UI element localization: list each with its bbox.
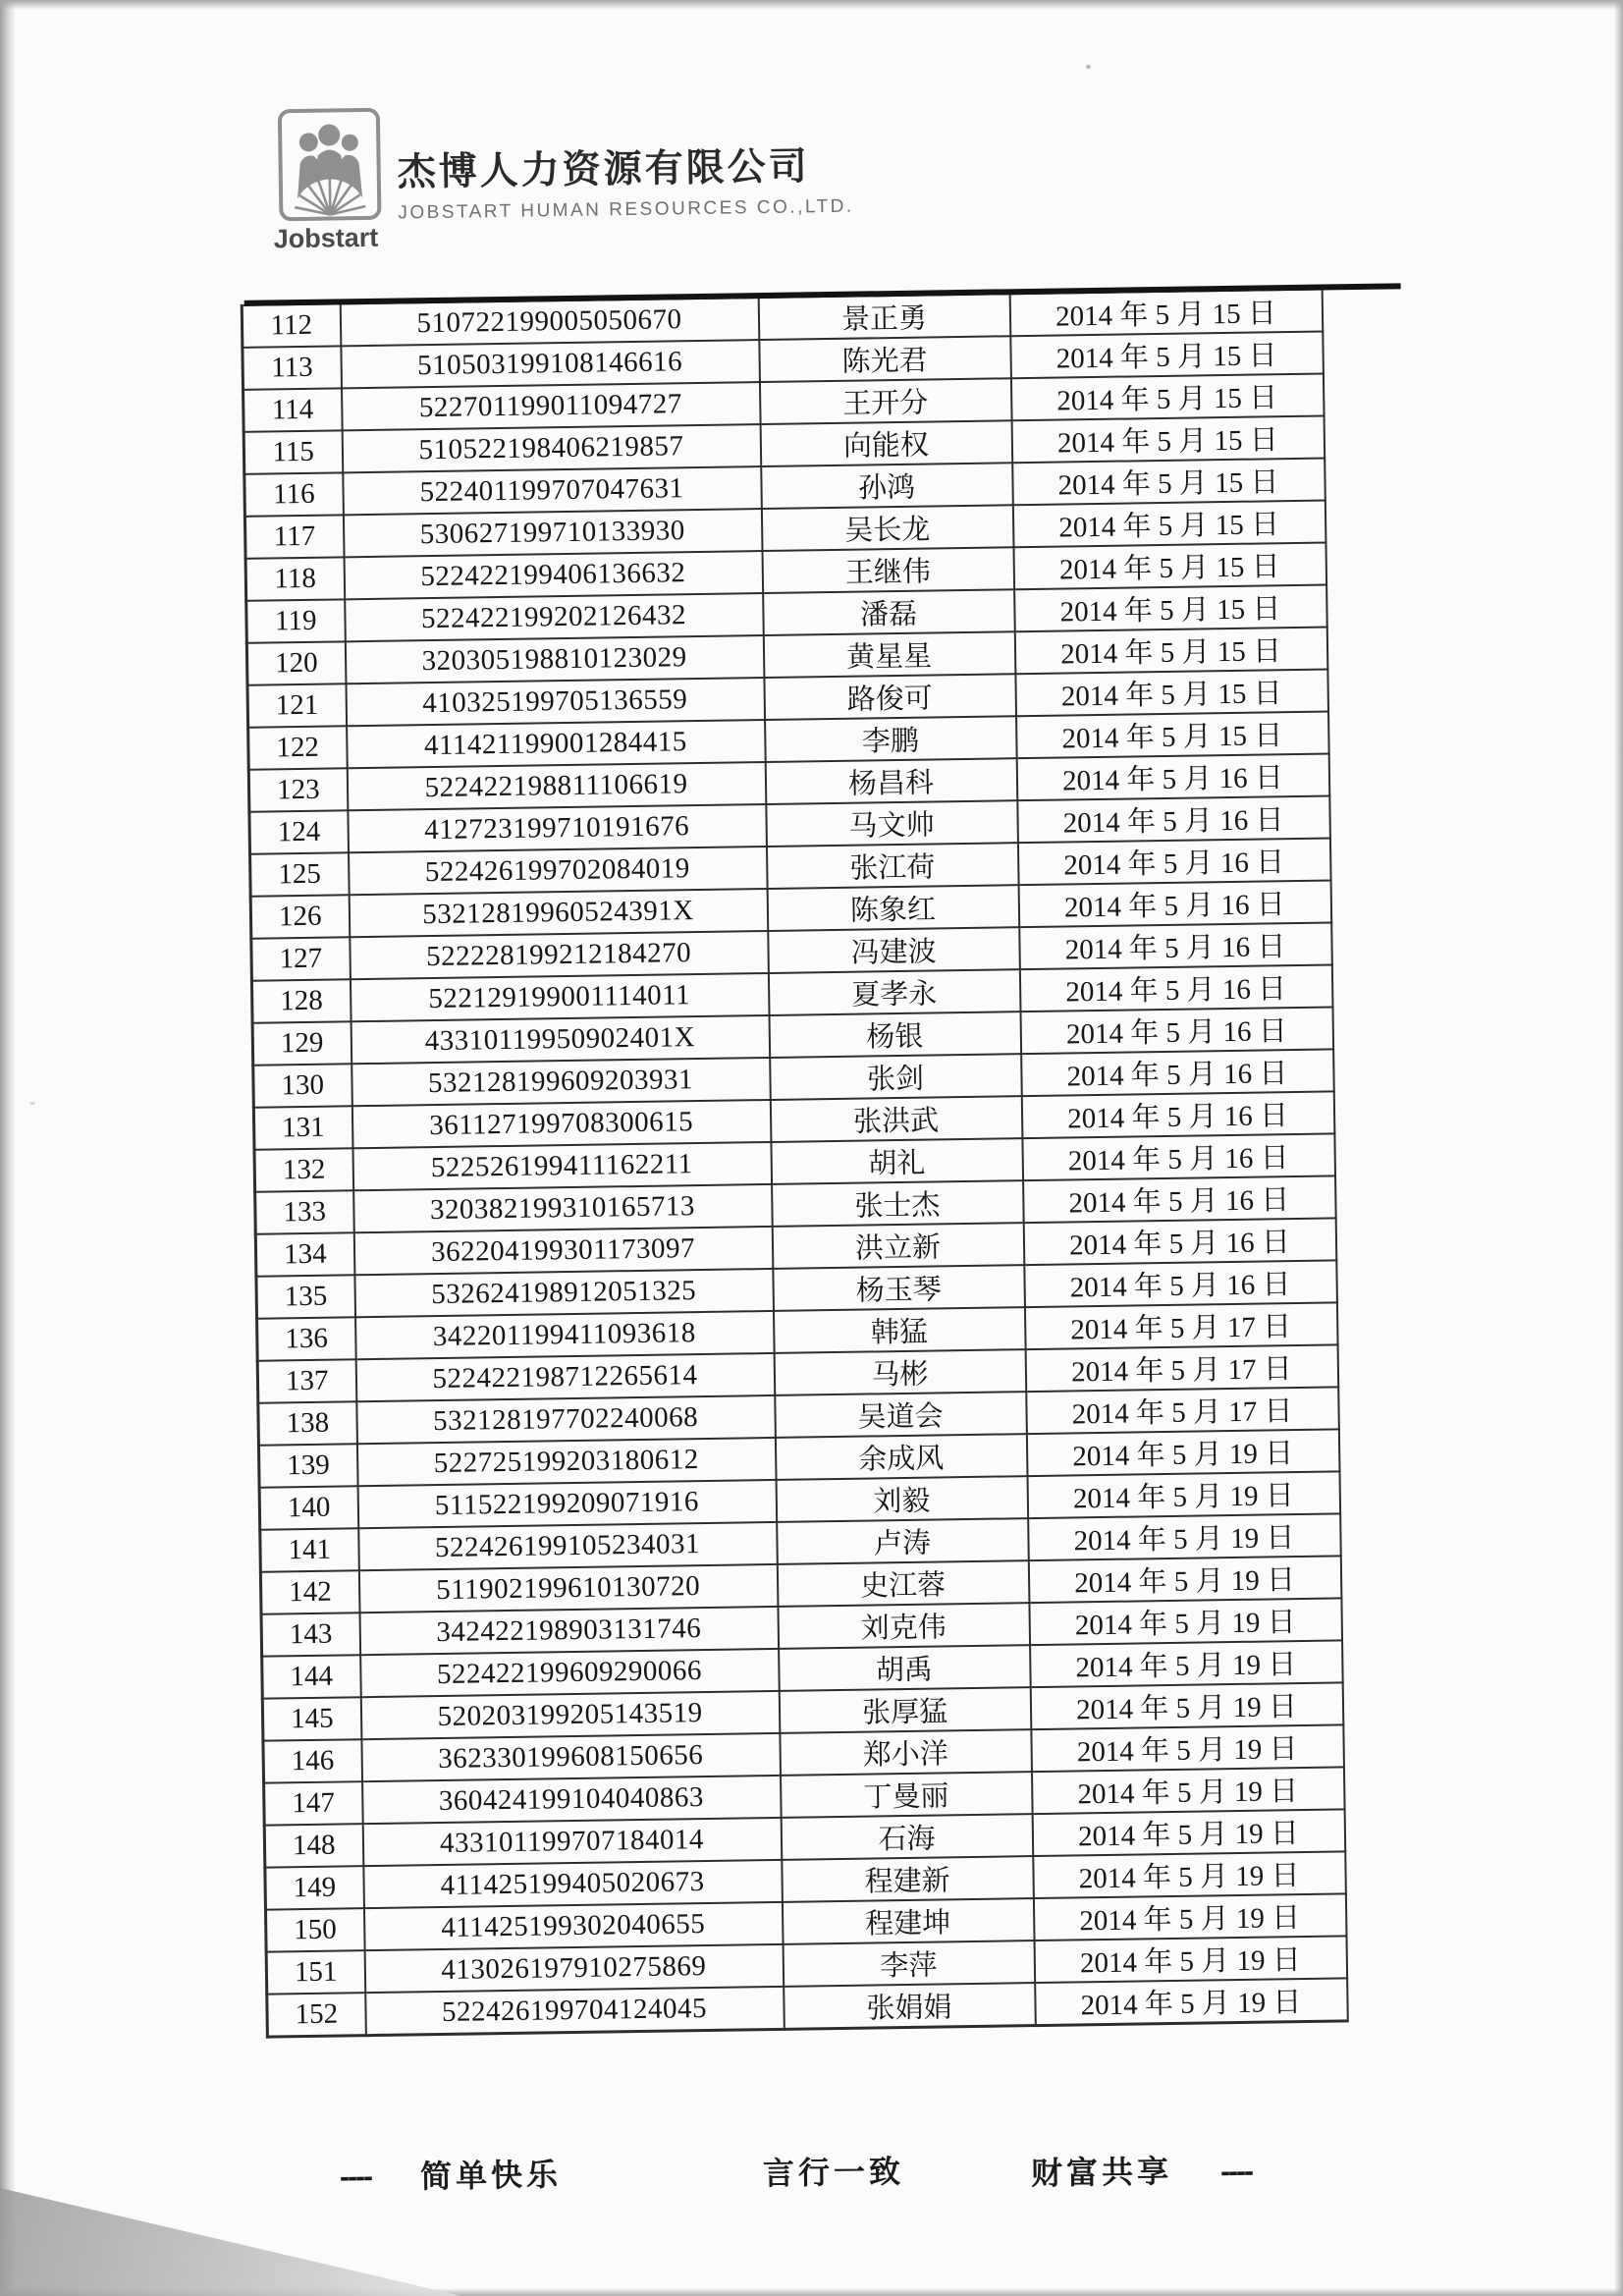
cell-no: 151	[266, 1950, 365, 1994]
people-sunrise-icon	[282, 112, 378, 217]
cell-no: 118	[245, 557, 345, 600]
cell-id: 522422199609290066	[360, 1649, 780, 1697]
cell-name: 陈光君	[759, 336, 1011, 382]
cell-name: 程建新	[782, 1856, 1034, 1902]
cell-name: 夏孝永	[768, 969, 1020, 1015]
cell-name: 李鹏	[765, 716, 1017, 762]
cell-id: 522426199704124045	[365, 1987, 784, 2036]
cell-no: 148	[264, 1824, 363, 1867]
cell-id: 522701199011094727	[342, 382, 761, 430]
cell-name: 马彬	[774, 1349, 1026, 1395]
cell-name: 王开分	[759, 378, 1011, 424]
cell-id: 511902199610130720	[358, 1564, 778, 1613]
cell-name: 杨银	[769, 1011, 1021, 1058]
cell-name: 黄星星	[763, 631, 1015, 678]
cell-name: 刘毅	[776, 1476, 1028, 1522]
cell-date: 2014 年 5 月 15 日	[1014, 628, 1327, 675]
cell-name: 陈象红	[767, 885, 1019, 931]
cell-id: 361127199708300615	[352, 1100, 771, 1148]
cell-name: 胡禹	[779, 1645, 1031, 1691]
cell-id: 522725199203180612	[356, 1438, 776, 1486]
cell-no: 139	[258, 1444, 357, 1487]
scan-speck	[1086, 65, 1091, 69]
scan-speck	[29, 1102, 35, 1105]
cell-date: 2014 年 5 月 19 日	[1033, 1893, 1346, 1941]
cell-no: 117	[244, 515, 344, 558]
cell-date: 2014 年 5 月 16 日	[1019, 922, 1332, 969]
cell-date: 2014 年 5 月 19 日	[1028, 1513, 1341, 1560]
cell-id: 362204199301173097	[353, 1227, 773, 1275]
cell-name: 张娟娟	[784, 1983, 1036, 2029]
cell-id: 410325199705136559	[346, 678, 765, 726]
cell-id: 522422198712265614	[355, 1353, 775, 1401]
cell-date: 2014 年 5 月 15 日	[1011, 416, 1325, 464]
cell-date: 2014 年 5 月 19 日	[1028, 1556, 1341, 1603]
cell-date: 2014 年 5 月 17 日	[1024, 1302, 1337, 1349]
cell-name: 向能权	[760, 420, 1012, 466]
cell-no: 116	[244, 472, 344, 516]
logo-wordmark: Jobstart	[273, 222, 379, 254]
cell-no: 140	[259, 1486, 358, 1529]
cell-date: 2014 年 5 月 16 日	[1022, 1133, 1335, 1180]
cell-date: 2014 年 5 月 19 日	[1031, 1724, 1344, 1772]
cell-id: 522422199406136632	[344, 551, 763, 599]
cell-no: 120	[246, 641, 346, 684]
cell-no: 130	[253, 1064, 352, 1107]
cell-name: 孙鸿	[761, 463, 1013, 509]
cell-no: 144	[262, 1655, 361, 1698]
footer-slogan-2: 言行一致	[762, 2154, 905, 2192]
cell-date: 2014 年 5 月 19 日	[1030, 1682, 1343, 1729]
cell-date: 2014 年 5 月 15 日	[1010, 332, 1324, 379]
cell-name: 郑小洋	[780, 1729, 1032, 1776]
cell-name: 李萍	[783, 1941, 1035, 1987]
cell-id: 411425199405020673	[363, 1860, 783, 1908]
cell-id: 520203199205143519	[360, 1691, 780, 1739]
company-name-zh: 杰博人力资源有限公司	[397, 145, 811, 194]
cell-name: 路俊可	[764, 674, 1016, 720]
cell-id: 511522199209071916	[357, 1480, 777, 1528]
footer-slogan-3: 财富共享	[1030, 2154, 1173, 2192]
cell-name: 张士杰	[772, 1180, 1024, 1227]
cell-name: 潘磊	[763, 589, 1015, 635]
footer-dashes-right: ----	[1219, 2155, 1253, 2189]
cell-date: 2014 年 5 月 16 日	[1018, 880, 1331, 927]
scan-edge-right	[1614, 0, 1623, 2296]
cell-date: 2014 年 5 月 16 日	[1024, 1260, 1337, 1307]
cell-id: 522129199001114011	[350, 973, 769, 1021]
cell-no: 133	[255, 1190, 354, 1233]
cell-no: 131	[253, 1106, 352, 1149]
company-name-en: JOBSTART HUMAN RESOURCES CO.,LTD.	[398, 195, 854, 224]
footer-slogans	[15, 2134, 1623, 2217]
cell-no: 137	[257, 1359, 356, 1402]
cell-name: 胡礼	[771, 1138, 1023, 1184]
cell-id: 412723199710191676	[348, 804, 767, 852]
cell-no: 149	[265, 1866, 364, 1909]
cell-id: 532128199609203931	[352, 1058, 771, 1106]
cell-id: 413026197910275869	[364, 1944, 784, 1993]
cell-name: 杨玉琴	[773, 1265, 1025, 1311]
cell-no: 123	[248, 768, 348, 811]
cell-no: 115	[243, 430, 343, 473]
cell-id: 522426199105234031	[358, 1522, 778, 1570]
cell-date: 2014 年 5 月 15 日	[1014, 585, 1327, 632]
cell-no: 143	[261, 1613, 360, 1656]
cell-id: 532128197702240068	[356, 1395, 776, 1444]
cell-no: 127	[251, 937, 351, 980]
cell-id: 43310119950902401X	[351, 1015, 770, 1064]
cell-id: 522401199707047631	[343, 466, 762, 515]
cell-name: 史江蓉	[777, 1560, 1029, 1607]
cell-date: 2014 年 5 月 17 日	[1026, 1387, 1339, 1434]
cell-no: 119	[246, 599, 346, 642]
cell-date: 2014 年 5 月 15 日	[1009, 290, 1323, 337]
cell-date: 2014 年 5 月 16 日	[1020, 1007, 1333, 1054]
cell-name: 景正勇	[758, 294, 1010, 340]
cell-date: 2014 年 5 月 19 日	[1027, 1471, 1340, 1518]
cell-date: 2014 年 5 月 15 日	[1012, 459, 1325, 506]
cell-id: 510503199108146616	[341, 340, 760, 388]
cell-no: 138	[258, 1401, 357, 1445]
cell-name: 刘克伟	[778, 1603, 1030, 1649]
cell-id: 320305198810123029	[345, 635, 764, 683]
cell-date: 2014 年 5 月 16 日	[1021, 1091, 1334, 1138]
cell-no: 129	[252, 1021, 352, 1065]
cell-no: 135	[256, 1275, 355, 1318]
cell-date: 2014 年 5 月 16 日	[1023, 1175, 1336, 1223]
cell-date: 2014 年 5 月 16 日	[1017, 838, 1330, 885]
roster-table	[241, 289, 1349, 2039]
cell-name: 张厚猛	[779, 1687, 1031, 1733]
cell-date: 2014 年 5 月 16 日	[1016, 753, 1329, 800]
scan-edge-left	[0, 0, 16, 2296]
cell-no: 128	[251, 979, 351, 1022]
company-header	[397, 136, 854, 225]
footer-dashes-left: ----	[339, 2160, 372, 2194]
cell-name: 冯建波	[768, 927, 1020, 973]
cell-date: 2014 年 5 月 19 日	[1026, 1429, 1339, 1476]
cell-no: 122	[248, 726, 348, 769]
cell-date: 2014 年 5 月 19 日	[1033, 1851, 1346, 1898]
cell-id: 510722199005050670	[340, 298, 759, 346]
cell-name: 马文帅	[766, 800, 1018, 847]
logo-box	[278, 108, 382, 222]
cell-no: 114	[243, 388, 343, 431]
cell-name: 王继伟	[762, 547, 1014, 593]
cell-id: 530627199710133930	[343, 509, 762, 557]
cell-name: 丁曼丽	[781, 1772, 1033, 1818]
cell-id: 532624198912051325	[354, 1269, 774, 1317]
cell-date: 2014 年 5 月 15 日	[1013, 543, 1326, 590]
scan-edge-top	[0, 0, 1623, 10]
cell-name: 程建坤	[782, 1898, 1034, 1944]
cell-date: 2014 年 5 月 15 日	[1010, 374, 1324, 421]
cell-id: 362330199608150656	[361, 1733, 781, 1781]
cell-name: 吴道会	[775, 1392, 1027, 1438]
cell-no: 152	[267, 1993, 366, 2037]
cell-no: 147	[264, 1781, 363, 1825]
cell-name: 杨昌科	[765, 758, 1017, 804]
cell-no: 126	[250, 895, 350, 938]
cell-no: 134	[255, 1232, 354, 1276]
cell-id: 433101199707184014	[362, 1818, 782, 1866]
cell-no: 136	[257, 1317, 356, 1360]
cell-name: 张剑	[770, 1054, 1022, 1100]
footer-slogan-1: 简单快乐	[419, 2157, 563, 2195]
cell-date: 2014 年 5 月 17 日	[1025, 1344, 1338, 1392]
cell-no: 132	[254, 1148, 353, 1191]
cell-id: 411421199001284415	[347, 720, 766, 768]
cell-date: 2014 年 5 月 19 日	[1031, 1767, 1344, 1814]
cell-name: 韩猛	[773, 1307, 1025, 1353]
cell-name: 张洪武	[770, 1096, 1022, 1142]
cell-id: 320382199310165713	[353, 1184, 773, 1232]
cell-name: 洪立新	[772, 1223, 1024, 1269]
cell-id: 342201199411093618	[355, 1311, 775, 1359]
cell-id: 411425199302040655	[363, 1902, 783, 1950]
cell-no: 141	[260, 1528, 359, 1571]
cell-no: 142	[260, 1570, 359, 1613]
cell-name: 石海	[781, 1814, 1033, 1860]
cell-date: 2014 年 5 月 16 日	[1023, 1218, 1336, 1265]
cell-no: 150	[265, 1908, 364, 1951]
cell-date: 2014 年 5 月 16 日	[1021, 1049, 1334, 1096]
cell-id: 522426199702084019	[349, 847, 768, 895]
cell-no: 146	[263, 1739, 362, 1782]
cell-no: 124	[249, 810, 349, 853]
jobstart-logo	[272, 108, 392, 255]
cell-name: 余成风	[775, 1434, 1027, 1480]
cell-date: 2014 年 5 月 19 日	[1032, 1809, 1345, 1856]
cell-id: 522228199212184270	[350, 931, 769, 979]
cell-no: 113	[243, 346, 342, 389]
cell-name: 张江荷	[766, 843, 1018, 889]
cell-date: 2014 年 5 月 19 日	[1034, 1936, 1347, 1983]
cell-name: 卢涛	[777, 1518, 1029, 1564]
cell-date: 2014 年 5 月 15 日	[1015, 669, 1328, 716]
cell-date: 2014 年 5 月 19 日	[1035, 1978, 1348, 2025]
cell-date: 2014 年 5 月 15 日	[1016, 711, 1329, 758]
cell-id: 522422199202126432	[345, 593, 764, 641]
cell-id: 360424199104040863	[362, 1776, 782, 1824]
cell-date: 2014 年 5 月 16 日	[1017, 795, 1330, 843]
cell-id: 53212819960524391X	[349, 889, 768, 937]
cell-id: 342422198903131746	[359, 1607, 779, 1655]
cell-date: 2014 年 5 月 15 日	[1012, 501, 1325, 548]
cell-no: 112	[242, 303, 341, 347]
cell-id: 522526199411162211	[352, 1142, 772, 1190]
cell-date: 2014 年 5 月 16 日	[1019, 964, 1332, 1011]
cell-id: 522422198811106619	[347, 762, 766, 810]
cell-date: 2014 年 5 月 19 日	[1030, 1640, 1343, 1687]
cell-no: 121	[247, 683, 347, 727]
cell-id: 510522198406219857	[342, 424, 761, 472]
cell-no: 145	[262, 1697, 361, 1740]
cell-date: 2014 年 5 月 19 日	[1029, 1598, 1342, 1645]
cell-name: 吴长龙	[761, 505, 1013, 551]
cell-no: 125	[250, 852, 350, 896]
